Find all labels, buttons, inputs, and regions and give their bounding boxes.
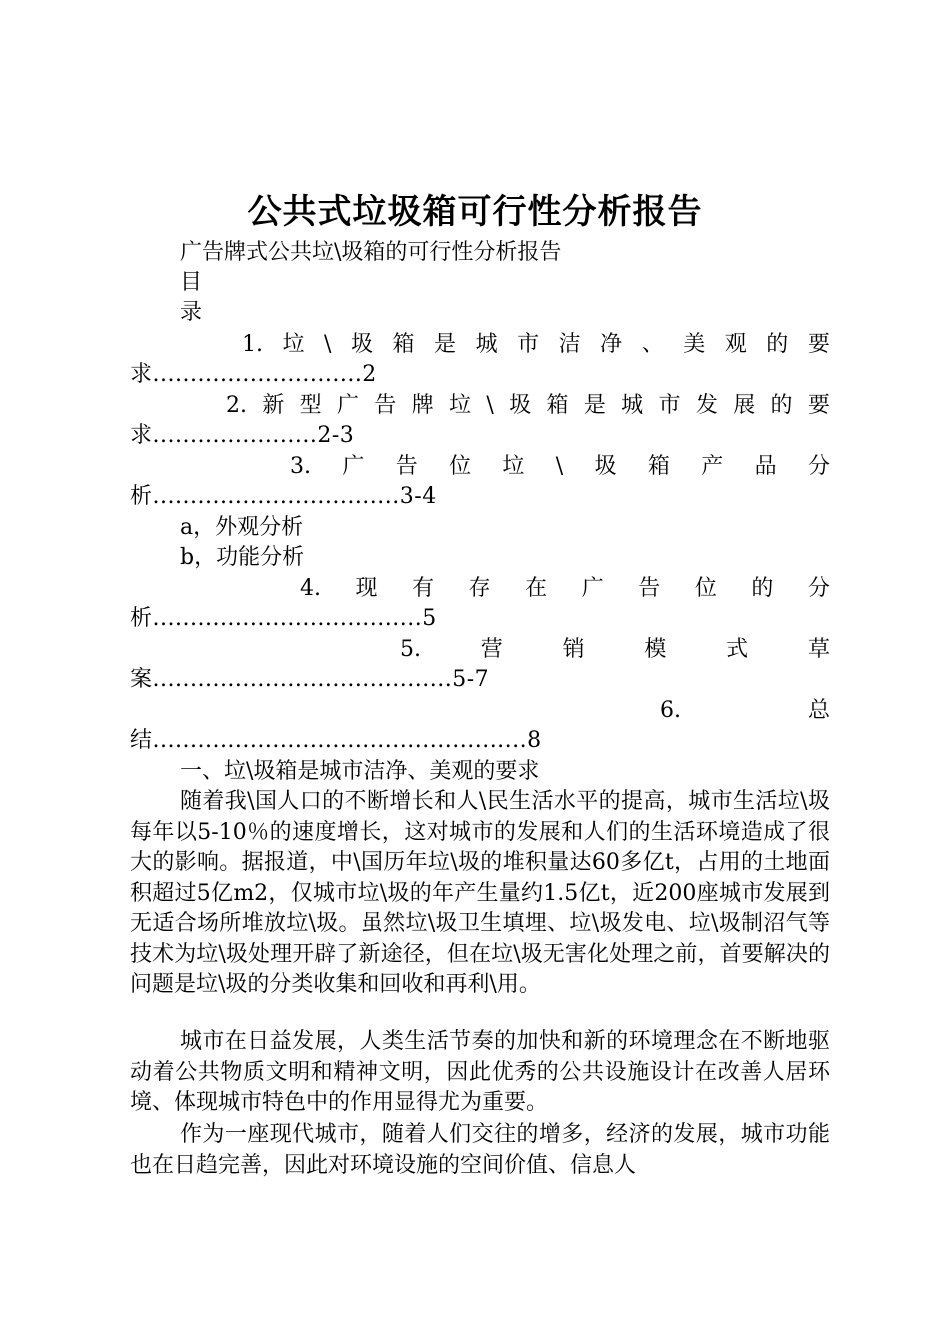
- toc-title-token: 产: [701, 454, 724, 479]
- toc-item-3-tail[interactable]: 析.................................3-4: [130, 484, 437, 509]
- document-title: 公共式垃圾箱可行性分析报告: [247, 192, 703, 232]
- toc-title-token: 营: [480, 637, 503, 662]
- toc-title-token: 3.: [290, 454, 311, 479]
- toc-title-token: \: [486, 393, 494, 418]
- toc-title-token: 式: [726, 637, 749, 662]
- toc-title-token: 位: [694, 576, 717, 601]
- toc-title-token: 位: [449, 454, 472, 479]
- toc-title-token: 发: [695, 393, 718, 418]
- toc-title-token: 品: [754, 454, 777, 479]
- toc-title-token: 要: [807, 332, 830, 357]
- toc-title-token: 广: [581, 576, 604, 601]
- toc-title-token: 、: [641, 332, 664, 357]
- toc-title-token: 牌: [411, 393, 434, 418]
- toc-title-token: 洁: [558, 332, 581, 357]
- toc-title-token: 美: [683, 332, 706, 357]
- toc-title-token: 告: [374, 393, 397, 418]
- toc-heading-2: 录: [180, 300, 203, 325]
- body-paragraph: 城市在日益发展，人类生活节奏的加快和新的环境理念在不断地驱动着公共物质文明和精神文明，因此优秀的公共设施设计在改善人居环境、体现城市特色中的作用显得尤为重要。: [130, 1029, 830, 1115]
- toc-title-token: 有: [412, 576, 435, 601]
- toc-title-token: 销: [562, 637, 585, 662]
- toc-item-6-tail[interactable]: 结..................................................8: [130, 728, 542, 753]
- section-heading: 一、垃\圾箱是城市洁净、美观的要求: [180, 759, 540, 784]
- toc-title-token: \: [555, 454, 564, 479]
- toc-title-token: 市: [658, 393, 681, 418]
- toc-title-token: 在: [525, 576, 548, 601]
- toc-item-6-title[interactable]: [130, 696, 830, 726]
- toc-title-token: 城: [621, 393, 644, 418]
- toc-title-token: 广: [342, 454, 365, 479]
- toc-subitem-a[interactable]: a，外观分析: [180, 515, 304, 540]
- toc-title-token: 4.: [300, 576, 321, 601]
- toc-title-token: 净: [600, 332, 623, 357]
- toc-item-2-tail[interactable]: 求......................2-3: [130, 423, 355, 448]
- toc-title-token: 6.: [660, 698, 681, 723]
- toc-item-4-tail[interactable]: 析....................................5: [130, 606, 437, 631]
- toc-subitem-b[interactable]: b，功能分析: [180, 545, 305, 570]
- toc-title-token: 垃: [449, 393, 472, 418]
- toc-item-4-title[interactable]: [130, 574, 830, 604]
- toc-title-token: 垃: [502, 454, 525, 479]
- toc-title-token: 城: [475, 332, 498, 357]
- subtitle: 广告牌式公共垃\圾箱的可行性分析报告: [180, 240, 562, 265]
- toc-title-token: 圾: [350, 332, 373, 357]
- toc-item-5-title[interactable]: [130, 635, 830, 665]
- toc-heading-1: 目: [180, 270, 203, 295]
- toc-title-token: 新: [262, 393, 285, 418]
- toc-title-token: 广: [337, 393, 360, 418]
- toc-item-3-title[interactable]: [130, 452, 830, 482]
- toc-title-token: 型: [299, 393, 322, 418]
- toc-title-token: 箱: [647, 454, 670, 479]
- toc-item-5-tail[interactable]: 案........................................5-7: [130, 667, 490, 692]
- toc-title-token: 的: [770, 393, 793, 418]
- toc-title-token: 的: [751, 576, 774, 601]
- toc-item-1-tail[interactable]: 求............................2: [130, 362, 377, 387]
- toc-title-token: 5.: [400, 637, 421, 662]
- toc-title-token: 圾: [594, 454, 617, 479]
- toc-title-token: 是: [434, 332, 457, 357]
- body-paragraph: 作为一座现代城市，随着人们交往的增多，经济的发展，城市功能也在日趋完善，因此对环境设施的空间价值、信息人: [130, 1122, 830, 1178]
- toc-title-token: 告: [395, 454, 418, 479]
- toc-title-token: 模: [644, 637, 667, 662]
- toc-title-token: 是: [583, 393, 606, 418]
- toc-title-token: 要: [807, 393, 830, 418]
- toc-title-token: 草: [807, 637, 830, 662]
- toc-item-2-title[interactable]: [130, 391, 830, 421]
- toc-title-token: 现: [355, 576, 378, 601]
- toc-title-token: 分: [807, 454, 830, 479]
- toc-title-token: 圾: [509, 393, 532, 418]
- toc-title-token: 垃: [282, 332, 305, 357]
- toc-title-token: 箱: [392, 332, 415, 357]
- toc-title-token: 观: [724, 332, 747, 357]
- toc-title-token: 市: [517, 332, 540, 357]
- toc-title-token: 2.: [226, 393, 247, 418]
- toc-title-token: 1.: [242, 332, 263, 357]
- toc-title-token: 总: [807, 698, 830, 723]
- toc-title-token: 的: [766, 332, 789, 357]
- toc-title-token: 展: [733, 393, 756, 418]
- toc-title-token: 告: [638, 576, 661, 601]
- toc-title-token: 存: [468, 576, 491, 601]
- toc-title-token: 分: [807, 576, 830, 601]
- toc-item-1-title[interactable]: [130, 330, 830, 360]
- toc-title-token: \: [324, 332, 332, 357]
- toc-title-token: 箱: [546, 393, 569, 418]
- body-paragraph: 随着我\国人口的不断增长和人\民生活水平的提高，城市生活垃\圾每年以5-10％的速度增长，这对城市的发展和人们的生活环境造成了很大的影响。据报道，中\国历年垃\圾的堆积量达60多亿t，占用的土地面积超过5亿m2，仅城市垃\圾的年产生量约1.5亿t，近200座城市发展到无适合场所堆放垃\圾。虽然垃\圾卫生填埋、垃\圾发电、垃\圾制沼气等技术为垃\圾处理开辟了新途径，但在垃\圾无害化处理之前，首要解决的问题是垃\圾的分类收集和回收和再利\用。: [130, 789, 830, 997]
